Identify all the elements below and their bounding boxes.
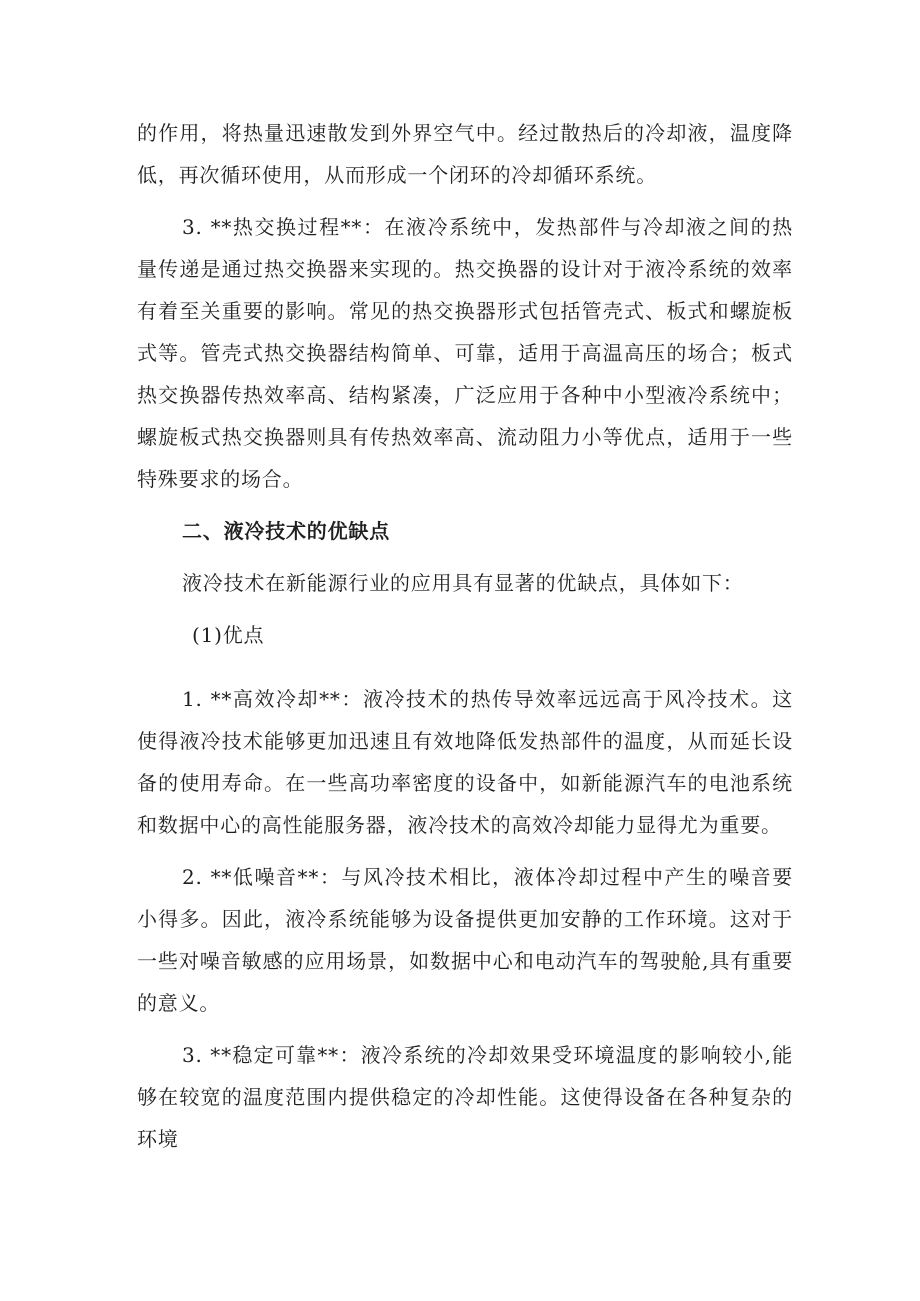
paragraph-high-efficiency: 1. **高效冷却**：液冷技术的热传导效率远远高于风冷技术。这使得液冷技术能够更加迅速且有效地降低发热部件的温度，从而延长设备的使用寿命。在一些高功率密度的设备中，如新能源汽车的电池系统和数据中心的高性能服务器，液冷技术的高效冷却能力显得尤为重要。 — [137, 687, 793, 837]
subheading-advantages: (1)优点 — [192, 623, 265, 647]
paragraph-stable-reliable: 3. **稳定可靠**：液冷系统的冷却效果受环境温度的影响较小,能够在较宽的温度范围内提供稳定的冷却性能。这使得设备在各种复杂的环境 — [137, 1043, 793, 1151]
paragraph-intro-pros-cons: 液冷技术在新能源行业的应用具有显著的优缺点，具体如下： — [182, 571, 744, 595]
section-heading-pros-cons: 二、液冷技术的优缺点 — [182, 519, 390, 543]
paragraph-heat-exchange: 3. **热交换过程**：在液冷系统中，发热部件与冷却液之间的热量传递是通过热交换器来实现的。热交换器的设计对于液冷系统的效率有着至关重要的影响。常见的热交换器形式包括管壳式、板式和螺旋板式等。管壳式热交换器结构简单、可靠，适用于高温高压的场合；板式热交换器传热效率高、结构紧凑，广泛应用于各种中小型液冷系统中；螺旋板式热交换器则具有传热效率高、流动阻力小等优点，适用于一些特殊要求的场合。 — [137, 215, 793, 491]
document-body — [137, 112, 793, 1160]
paragraph-cooling-cycle-end: 的作用，将热量迅速散发到外界空气中。经过散热后的冷却液，温度降低，再次循环使用，从而形成一个闭环的冷却循环系统。 — [137, 121, 793, 187]
paragraph-low-noise: 2. **低噪音**：与风冷技术相比，液体冷却过程中产生的噪音要小得多。因此，液冷系统能够为设备提供更加安静的工作环境。这对于一些对噪音敏感的应用场景，如数据中心和电动汽车的驾驶舱,具有重要的意义。 — [137, 865, 793, 1015]
